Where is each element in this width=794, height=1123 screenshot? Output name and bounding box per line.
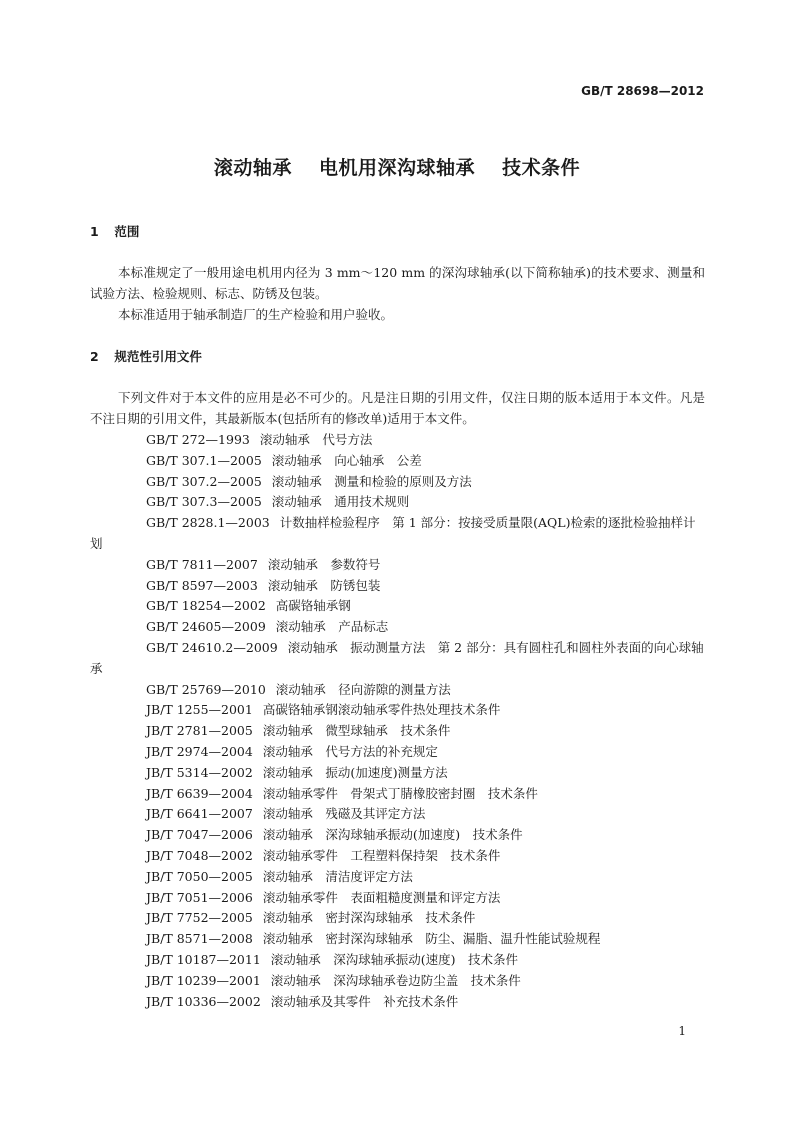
reference-item <box>90 430 705 451</box>
reference-item <box>90 596 705 617</box>
reference-item <box>90 721 705 742</box>
reference-title: 滚动轴承零件 骨架式丁腈橡胶密封圈 技术条件 <box>262 785 538 801</box>
section-2-number: 2 <box>90 349 99 364</box>
reference-item <box>90 992 705 1013</box>
reference-item <box>90 513 705 555</box>
section-2-title: 规范性引用文件 <box>114 349 202 364</box>
title-part-2: 电机用深沟球轴承 <box>318 157 475 179</box>
reference-code: JB/T 7048—2002 <box>146 847 253 863</box>
reference-item <box>90 825 705 846</box>
reference-title: 滚动轴承 深沟球轴承卷边防尘盖 技术条件 <box>270 972 521 988</box>
document-title <box>0 153 794 180</box>
reference-item <box>90 971 705 992</box>
reference-item <box>90 950 705 971</box>
section-1-title: 范围 <box>114 224 140 239</box>
reference-title: 滚动轴承 向心轴承 公差 <box>271 452 422 468</box>
reference-code: JB/T 10336—2002 <box>146 993 261 1009</box>
reference-title: 滚动轴承 代号方法的补充规定 <box>262 743 438 759</box>
reference-item <box>90 555 705 576</box>
standard-code: GB/T 28698—2012 <box>581 84 704 98</box>
reference-item <box>90 888 705 909</box>
reference-item <box>90 908 705 929</box>
section-1-number: 1 <box>90 224 99 239</box>
reference-code: GB/T 18254—2002 <box>146 598 266 614</box>
reference-code: JB/T 2974—2004 <box>146 743 253 759</box>
reference-title: 滚动轴承 振动测量方法 第 2 部分：具有圆柱孔和圆柱外表面的向心球轴承 <box>90 639 704 676</box>
reference-item <box>90 763 705 784</box>
reference-code: GB/T 272—1993 <box>146 432 250 447</box>
reference-title: 滚动轴承 深沟球轴承振动(速度) 技术条件 <box>270 951 519 967</box>
reference-title: 滚动轴承 深沟球轴承振动(加速度) 技术条件 <box>262 827 523 843</box>
reference-code: JB/T 7050—2005 <box>146 868 253 884</box>
reference-item <box>90 742 705 763</box>
reference-title: 滚动轴承 残磁及其评定方法 <box>262 806 426 822</box>
reference-title: 滚动轴承及其零件 补充技术条件 <box>270 993 459 1009</box>
reference-title: 滚动轴承 参数符号 <box>267 556 381 572</box>
reference-item <box>90 576 705 597</box>
reference-item <box>90 638 705 680</box>
reference-code: GB/T 24605—2009 <box>146 619 266 635</box>
reference-code: GB/T 307.1—2005 <box>146 452 262 468</box>
reference-code: JB/T 7047—2006 <box>146 827 253 843</box>
reference-title: 高碳铬轴承钢 <box>275 598 351 614</box>
reference-item <box>90 700 705 721</box>
reference-code: GB/T 2828.1—2003 <box>146 515 270 531</box>
reference-code: JB/T 10187—2011 <box>146 951 261 967</box>
page-number: 1 <box>678 1024 686 1038</box>
section-1-heading <box>90 222 139 240</box>
reference-title: 滚动轴承 径向游隙的测量方法 <box>275 681 451 697</box>
section-2-heading <box>90 347 202 365</box>
reference-title: 滚动轴承 代号方法 <box>259 432 373 447</box>
reference-code: GB/T 7811—2007 <box>146 556 258 572</box>
reference-item <box>90 492 705 513</box>
reference-item <box>90 451 705 472</box>
reference-code: JB/T 8571—2008 <box>146 931 253 947</box>
reference-item <box>90 867 705 888</box>
reference-title: 滚动轴承零件 工程塑料保持架 技术条件 <box>262 847 501 863</box>
reference-item <box>90 680 705 701</box>
reference-title: 滚动轴承 密封深沟球轴承 防尘、漏脂、温升性能试验规程 <box>262 931 601 947</box>
reference-item <box>90 784 705 805</box>
title-part-1: 滚动轴承 <box>213 157 292 179</box>
reference-code: JB/T 2781—2005 <box>146 723 253 739</box>
reference-title: 滚动轴承 振动(加速度)测量方法 <box>262 764 448 780</box>
reference-code: JB/T 7752—2005 <box>146 910 253 926</box>
reference-code: GB/T 25769—2010 <box>146 681 266 697</box>
reference-code: GB/T 24610.2—2009 <box>146 639 278 655</box>
reference-item <box>90 929 705 950</box>
reference-title: 滚动轴承 防锈包装 <box>267 577 381 593</box>
reference-code: JB/T 6641—2007 <box>146 806 253 822</box>
section-2-intro <box>90 387 705 429</box>
title-part-3: 技术条件 <box>502 157 581 179</box>
section-2-intro-paragraph: 下列文件对于本文件的应用是必不可少的。凡是注日期的引用文件，仅注日期的版本适用于本文件。凡是不注日期的引用文件，其最新版本(包括所有的修改单)适用于本文件。 <box>90 390 705 426</box>
reference-code: GB/T 307.2—2005 <box>146 473 262 489</box>
reference-title: 计数抽样检验程序 第 1 部分：按接受质量限(AQL)检索的逐批检验抽样计划 <box>90 515 696 551</box>
reference-title: 滚动轴承 清洁度评定方法 <box>262 868 413 884</box>
reference-title: 高碳铬轴承钢滚动轴承零件热处理技术条件 <box>262 702 501 718</box>
reference-title: 滚动轴承 产品标志 <box>275 619 389 635</box>
reference-code: JB/T 1255—2001 <box>146 702 253 718</box>
section-1-paragraph: 本标准规定了一般用途电机用内径为 3 mm～120 mm 的深沟球轴承(以下简称轴承)的技术要求、测量和试验方法、检验规则、标志、防锈及包装。 <box>90 265 705 301</box>
reference-code: JB/T 5314—2002 <box>146 764 253 780</box>
reference-code: JB/T 7051—2006 <box>146 889 253 905</box>
reference-code: JB/T 6639—2004 <box>146 785 253 801</box>
reference-title: 滚动轴承零件 表面粗糙度测量和评定方法 <box>262 889 501 905</box>
reference-code: JB/T 10239—2001 <box>146 972 261 988</box>
reference-code: GB/T 307.3—2005 <box>146 494 262 510</box>
reference-item <box>90 846 705 867</box>
section-1-body <box>90 262 705 325</box>
reference-title: 滚动轴承 密封深沟球轴承 技术条件 <box>262 910 476 926</box>
reference-code: GB/T 8597—2003 <box>146 577 258 593</box>
reference-list <box>90 430 705 1012</box>
section-1-paragraph: 本标准适用于轴承制造厂的生产检验和用户验收。 <box>118 307 394 322</box>
reference-title: 滚动轴承 微型球轴承 技术条件 <box>262 723 451 739</box>
reference-item <box>90 617 705 638</box>
reference-title: 滚动轴承 测量和检验的原则及方法 <box>271 473 472 489</box>
reference-title: 滚动轴承 通用技术规则 <box>271 494 410 510</box>
reference-item <box>90 804 705 825</box>
reference-item <box>90 472 705 493</box>
